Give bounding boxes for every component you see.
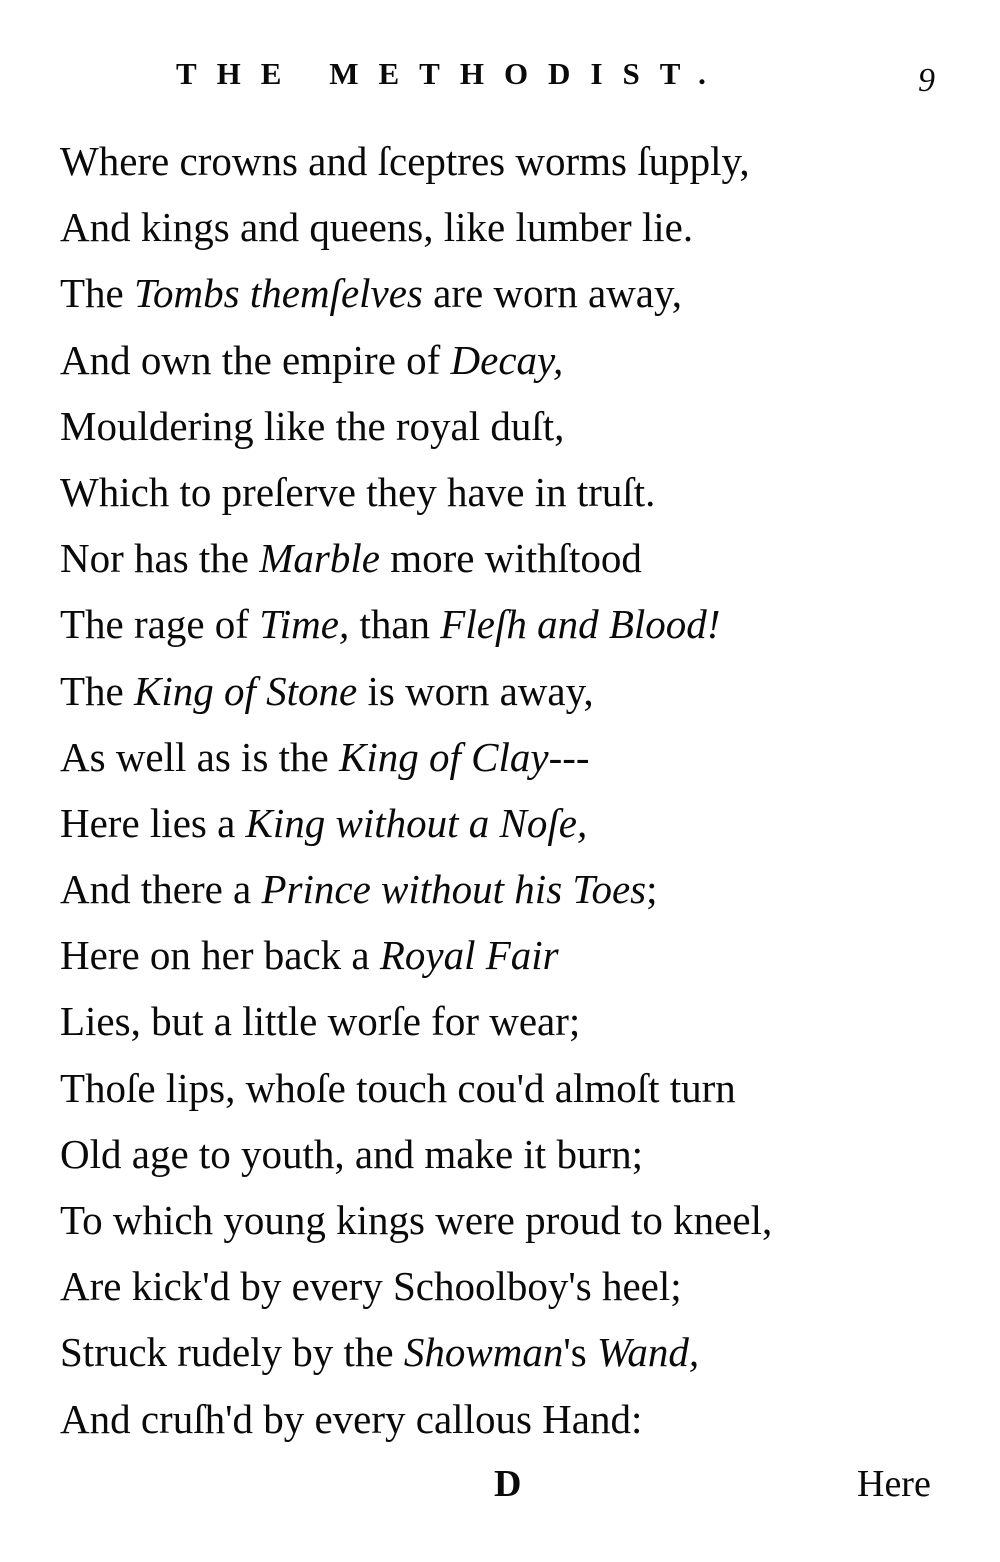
- verse-italic-text: Wand,: [596, 1329, 700, 1376]
- verse-text: Here on her back a: [60, 932, 380, 979]
- verse-text: The: [60, 270, 134, 317]
- catchword: Here: [857, 1463, 931, 1505]
- verse-text: The rage of: [60, 601, 260, 648]
- verse-line: [60, 194, 772, 260]
- poem-verse: [60, 128, 772, 1452]
- verse-line: [60, 1319, 772, 1385]
- verse-italic-text: Showman: [403, 1329, 564, 1376]
- verse-text: Nor has the: [60, 535, 260, 582]
- verse-text: The: [60, 667, 134, 714]
- verse-line: [60, 1055, 772, 1121]
- verse-text: As well as is the: [60, 733, 339, 780]
- verse-italic-text: King of Stone: [134, 667, 358, 714]
- verse-line: [60, 1121, 772, 1187]
- verse-text: Here lies a: [60, 799, 246, 846]
- verse-text: And cruſh'd by every callous Hand:: [60, 1395, 643, 1442]
- verse-text: Which to preſerve they have in truſt.: [60, 468, 656, 515]
- signature-mark: D: [494, 1463, 522, 1505]
- running-title: THE METHODIST.: [176, 56, 726, 91]
- verse-line: [60, 856, 772, 922]
- verse-line: [60, 988, 772, 1054]
- verse-text: than: [349, 601, 441, 648]
- verse-text: Lies, but a little worſe for wear;: [60, 998, 581, 1045]
- verse-line: [60, 393, 772, 459]
- verse-text: And own the empire of: [60, 336, 451, 383]
- verse-italic-text: Royal Fair: [379, 932, 559, 979]
- verse-italic-text: Tombs themſelves: [134, 270, 423, 317]
- verse-line: [60, 790, 772, 856]
- verse-text: ;: [646, 866, 658, 913]
- verse-text: And kings and queens, like lumber lie.: [60, 204, 694, 251]
- verse-italic-text: King of Clay---: [339, 733, 590, 780]
- verse-line: [60, 459, 772, 525]
- verse-line: [60, 922, 772, 988]
- verse-line: [60, 1187, 772, 1253]
- verse-text: Mouldering like the royal duſt,: [60, 402, 565, 449]
- verse-italic-text: Marble: [259, 535, 380, 582]
- verse-text: Thoſe lips, whoſe touch cou'd almoſt turn: [60, 1064, 736, 1111]
- verse-line: [60, 260, 772, 326]
- verse-text: Where crowns and ſceptres worms ſupply,: [60, 138, 750, 184]
- page-number: 9: [918, 62, 935, 99]
- verse-text: Old age to youth, and make it burn;: [60, 1130, 643, 1177]
- verse-line: [60, 1386, 772, 1452]
- verse-italic-text: Time,: [259, 601, 350, 648]
- verse-line: [60, 658, 772, 724]
- verse-text: To which young kings were proud to kneel,: [60, 1197, 773, 1243]
- verse-italic-text: King without a Noſe,: [245, 799, 588, 846]
- verse-line: [60, 1253, 772, 1319]
- verse-line: [60, 327, 772, 393]
- verse-italic-text: Decay,: [450, 336, 564, 383]
- verse-text: are worn away,: [422, 270, 683, 317]
- verse-italic-text: Prince without his Toes: [261, 866, 647, 913]
- verse-text: 's: [563, 1329, 597, 1376]
- verse-text: Are kick'd by every Schoolboy's heel;: [60, 1263, 682, 1310]
- verse-line: [60, 128, 772, 194]
- verse-line: [60, 591, 772, 657]
- verse-text: more withſtood: [379, 535, 642, 582]
- verse-text: Struck rudely by the: [60, 1329, 404, 1376]
- verse-text: And there a: [60, 866, 262, 913]
- verse-line: [60, 525, 772, 591]
- verse-italic-text: Fleſh and Blood!: [440, 601, 721, 648]
- verse-text: is worn away,: [357, 667, 594, 714]
- verse-line: [60, 724, 772, 790]
